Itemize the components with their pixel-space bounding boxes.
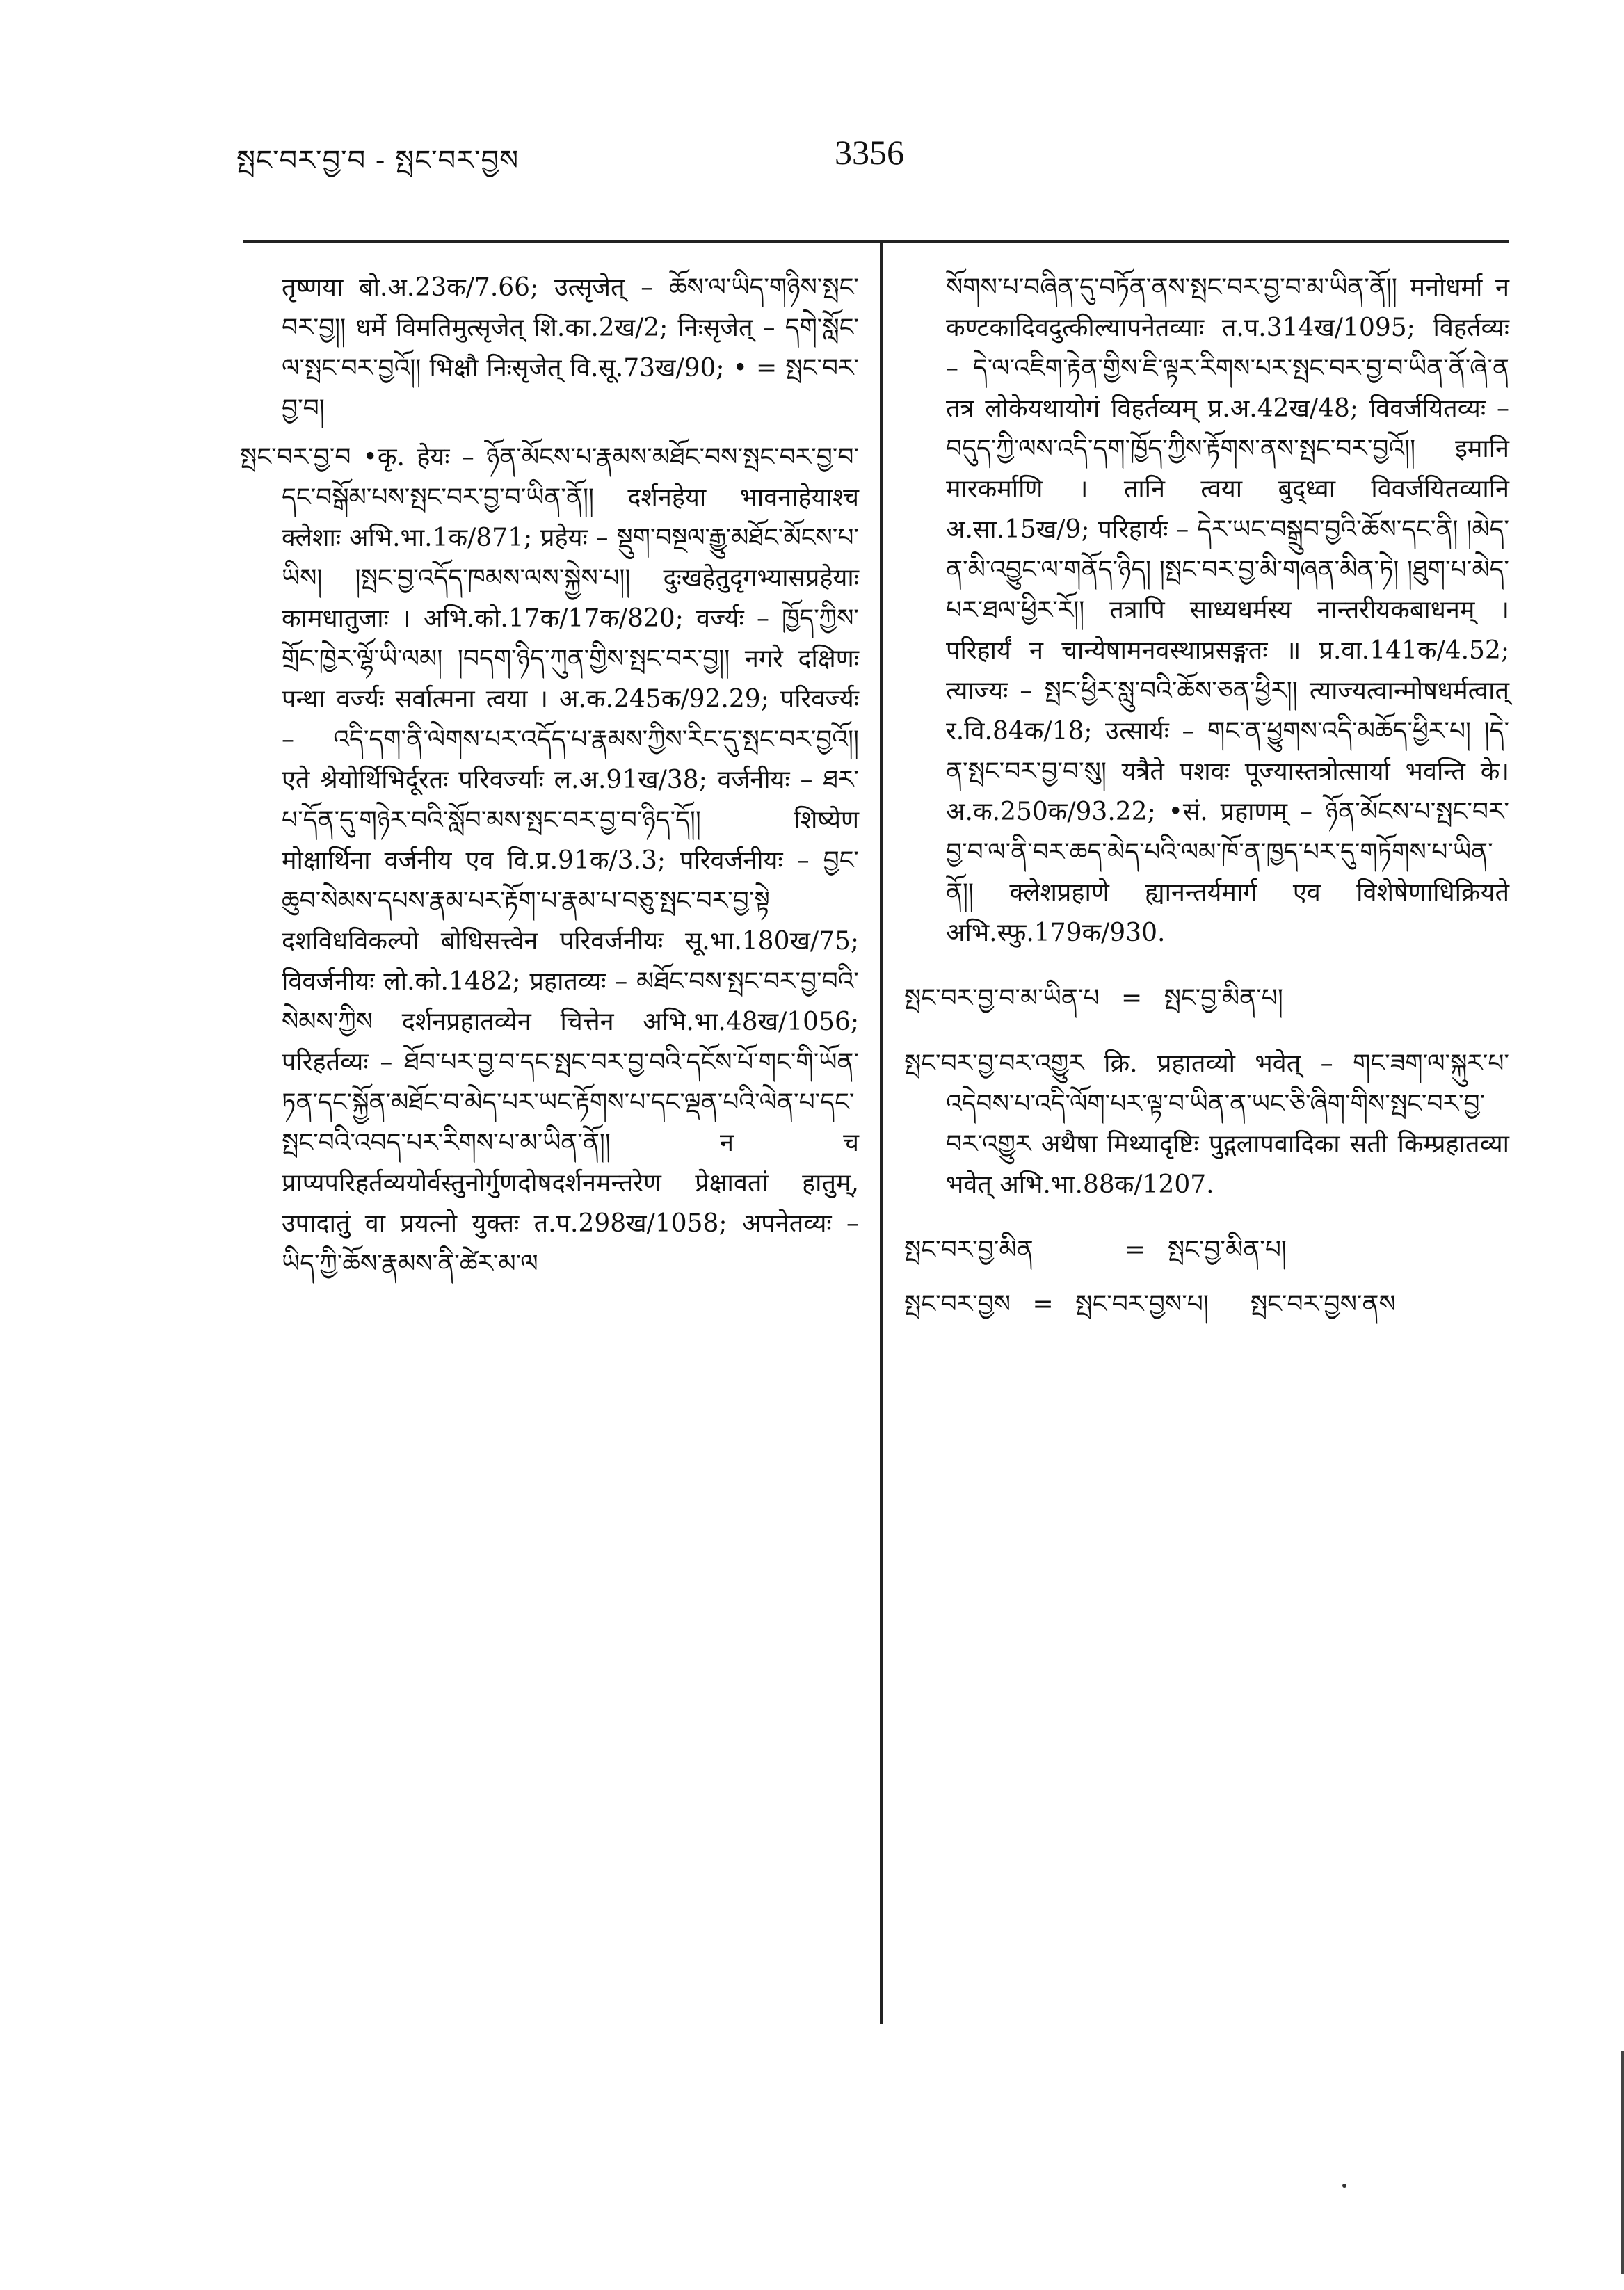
- right-continuation-text: སོགས་པ་བཞིན་དུ་བཏོན་ནས་སྤང་བར་བྱ་བ་མ་ཡིན་ནོ།། मनोधर्मा न कण्टकादिवदुत्कील्यापनेतव्याः त.प.314ख/1095; विहर्तव्यः – དེ་ལ་འཇིག་རྟེན་གྱིས་ཇི་ལྟར་རིགས་པར་སྤང་བར་བྱ་བ་ཡིན་ནོ་ཞེ་ན तत्र लोकेयथायोगं विहर्तव्यम् प्र.अ.42ख/48; विवर्जयितव्यः – བདུད་ཀྱི་ལས་འདི་དག་ཁྱོད་ཀྱིས་རྟོགས་ནས་སྤང་བར་བྱའོ།། इमानि मारकर्माणि । तानि त्वया बुद्ध्वा विवर्जयितव्यानि अ.सा.15ख/9; परिहार्यः – དེར་ཡང་བསྒྲུབ་བྱའི་ཆོས་དང་ནི། །མེད་ན་མི་འབྱུང་ལ་གནོད་ཉིད། །སྤང་བར་བྱ་མི་གཞན་མིན་ཏེ། །ཐུག་པ་མེད་པར་ཐལ་ཕྱིར་རོ།། तत्रापि साध्यधर्मस्य नान्तरीयकबाधनम् । परिहार्यं न चान्येषामनवस्थाप्रसङ्गतः ॥ प्र.वा.141क/4.52; त्याज्यः – སྤང་ཕྱིར་སླུ་བའི་ཆོས་ཅན་ཕྱིར།། त्याज्यत्वान्मोषधर्मत्वात् र.वि.84क/18; उत्सार्यः – གང་ན་ཕྱུགས་འདི་མཆོད་ཕྱིར་པ། །དེ་ན་སྤང་བར་བྱ་བ་སུ། यत्रैते पशवः पूज्यास्तत्रोत्सार्या भवन्ति के। अ.क.250क/93.22; •सं. प्रहाणम् – ཉོན་མོངས་པ་སྤང་བར་བྱ་བ་ལ་ནི་བར་ཆད་མེད་པའི་ལམ་ཁོ་ན་ཁྱད་པར་དུ་གཏོགས་པ་ཡིན་ནོ།། क्लेशप्रहाणे ह्यानन्तर्यमार्ग एव विशेषेणाधिक्रियते अभि.स्फु.179क/930.: [946, 273, 1509, 947]
- xref-entry-spang-bar-bya-min: [904, 1230, 1509, 1271]
- xref-entry-spang-bar-bya-ba-ma-yin-pa: [904, 978, 1509, 1019]
- equals-sign: =: [1121, 984, 1143, 1013]
- left-continuation-text: तृष्णया बो.अ.23क/7.66; उत्सृजेत् – ཆོས་ལ་ཡིད་གཉིས་སྤང་བར་བྱ།། धर्मे विमतिमुत्सृजेत् शि.का.2ख/2; निःसृजेत् – དགེ་སློང་ལ་སྤང་བར་བྱའོ།། भिक्षौ निःसृजेत् वि.सू.73ख/90; • = སྤང་བར་བྱ་བ།: [282, 273, 859, 423]
- stray-dot: [1342, 2184, 1346, 2188]
- scan-edge-mark: [1621, 2051, 1624, 2274]
- equals-sign: =: [1125, 1236, 1146, 1264]
- page-number: 3356: [835, 133, 904, 172]
- xref-target: སྤང་བར་བྱས་པ།: [1075, 1290, 1209, 1319]
- right-column: [904, 268, 1509, 1325]
- xref-target: སྤང་བྱ་མིན་པ།: [1164, 984, 1283, 1013]
- running-head: སྤང་བར་བྱ་བ - སྤང་བར་བྱས: [236, 145, 520, 177]
- next-headword: སྤང་བར་བྱས་ནས: [1250, 1290, 1396, 1319]
- equals-sign: =: [1032, 1290, 1054, 1319]
- header-rule: [243, 240, 1509, 243]
- xref-headword: སྤང་བར་བྱ་མིན: [904, 1236, 1034, 1264]
- xref-entry-spang-bar-byas: [904, 1284, 1509, 1325]
- xref-headword: སྤང་བར་བྱས: [904, 1290, 1011, 1319]
- left-column: [240, 268, 859, 1284]
- xref-headword: སྤང་བར་བྱ་བ་མ་ཡིན་པ: [904, 984, 1100, 1013]
- xref-target: སྤང་བྱ་མིན་པ།: [1167, 1236, 1287, 1264]
- column-divider: [880, 243, 883, 2024]
- entry-spang-bar-bya-bar-gyur: སྤང་བར་བྱ་བར་འགྱུར क्रि. प्रहातव्यो भवेत् – གང་ཟག་ལ་སྐུར་པ་འདེབས་པ་འདི་ལོག་པར་ལྟ་བ་ཡིན་ན་ཡང་ཅི་ཞིག་གིས་སྤང་བར་བྱ་བར་འགྱུར अथैषा मिथ्यादृष्टिः पुद्गलापवादिका सती किम्प्रहातव्या भवेत् अभि.भा.88क/1207.: [904, 1049, 1509, 1199]
- entry-spang-bar-bya-ba: སྤང་བར་བྱ་བ •कृ. हेयः – ཉོན་མོངས་པ་རྣམས་མཐོང་བས་སྤང་བར་བྱ་བ་དང་བསྒོམ་པས་སྤང་བར་བྱ་བ་ཡིན་ནོ།། दर्शनहेया भावनाहेयाश्च क्लेशाः अभि.भा.1क/871; प्रहेयः – སྡུག་བསྔལ་རྒྱུ་མཐོང་མོངས་པ་ཡིས། །སྤང་བྱ་འདོད་ཁམས་ལས་སྐྱེས་པ།། दुःखहेतुदृगभ्यासप्रहेयाः कामधातुजाः । अभि.को.17क/17क/820; वर्ज्यः – ཁྱོད་ཀྱིས་གྲོང་ཁྱེར་ལྷོ་ཡི་ལམ། །བདག་ཉིད་ཀུན་གྱིས་སྤང་བར་བྱ།། नगरे दक्षिणः पन्था वर्ज्यः सर्वात्मना त्वया । अ.क.245क/92.29; परिवर्ज्यः – འདི་དག་ནི་ལེགས་པར་འདོད་པ་རྣམས་ཀྱིས་རིང་དུ་སྤང་བར་བྱའོ།། एते श्रेयोर्थिभिर्दूरतः परिवर्ज्याः ल.अ.91ख/38; वर्जनीयः – ཐར་པ་དོན་དུ་གཉེར་བའི་སློབ་མས་སྤང་བར་བྱ་བ་ཉིད་དོ།། शिष्येण मोक्षार्थिना वर्जनीय एव वि.प्र.91क/3.3; परिवर्जनीयः – བྱང་ཆུབ་སེམས་དཔས་རྣམ་པར་རྟོག་པ་རྣམ་པ་བཅུ་སྤང་བར་བྱ་སྟེ दशविधविकल्पो बोधिसत्त्वेन परिवर्जनीयः सू.भा.180ख/75; विवर्जनीयः लो.को.1482; प्रहातव्यः – མཐོང་བས་སྤང་བར་བྱ་བའི་སེམས་ཀྱིས दर्शनप्रहातव्येन चित्तेन अभि.भा.48ख/1056; परिहर्तव्यः – ཐོབ་པར་བྱ་བ་དང་སྤང་བར་བྱ་བའི་དངོས་པོ་གང་གི་ཡོན་ཏན་དང་སྐྱོན་མཐོང་བ་མེད་པར་ཡང་རྟོགས་པ་དང་ལྡན་པའི་ལེན་པ་དང་སྤང་བའི་འབད་པར་རིགས་པ་མ་ཡིན་ནོ།། न च प्राप्यपरिहर्तव्ययोर्वस्तुनोर्गुणदोषदर्शनमन्तरेण प्रेक्षावतां हातुम्, उपादातुं वा प्रयत्नो युक्तः त.प.298ख/1058; अपनेतव्यः – ཡིད་ཀྱི་ཆོས་རྣམས་ནི་ཚེར་མ་ལ: [240, 443, 859, 1278]
